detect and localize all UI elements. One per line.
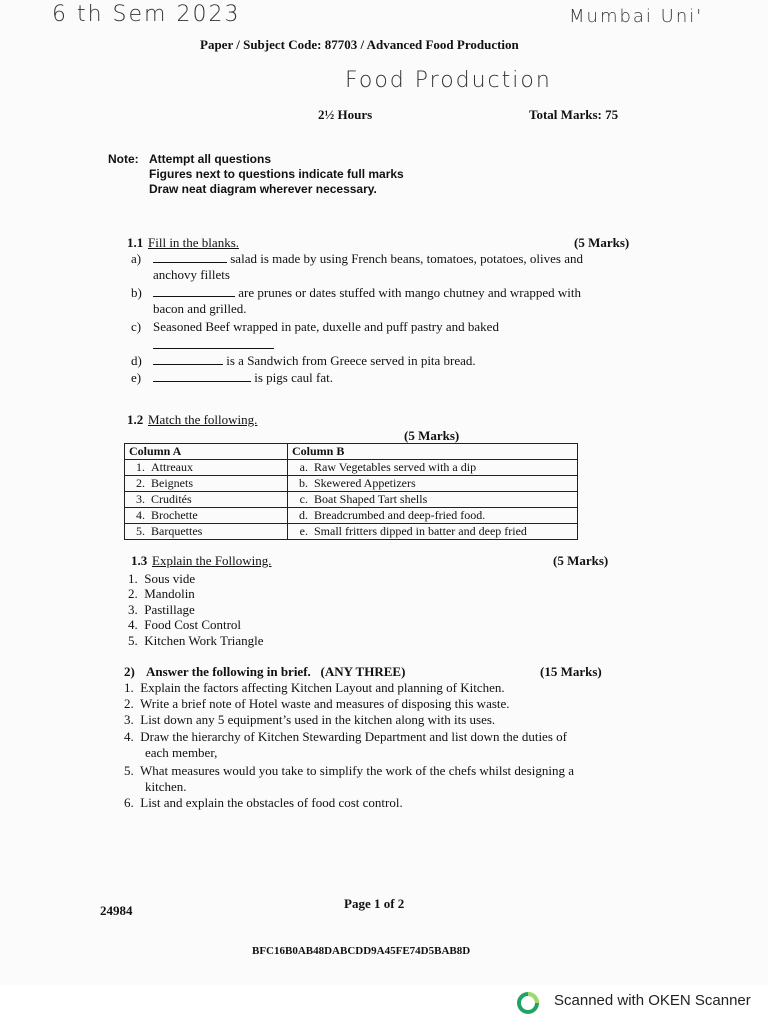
column-a-cell: 1. Attreaux [125,460,288,476]
table-header-row [125,444,578,460]
q11-item-c: Seasoned Beef wrapped in pate, duxelle and puff pastry and baked [153,319,499,334]
q12-number: 1.2 [127,412,144,427]
table-row [125,476,578,492]
note-line: Draw neat diagram wherever necessary. [149,182,377,196]
column-b-cell: a. Raw Vegetables served with a dip [288,460,578,476]
paper-code: Paper / Subject Code: 87703 / Advanced Food Production [200,37,519,52]
q11-number: 1.1 [127,235,144,250]
q11-marks: (5 Marks) [574,235,630,250]
scanner-label: Scanned with OKEN Scanner [554,992,751,1009]
match-table [124,443,578,540]
answer-blank [153,353,223,365]
q11-item-a: salad is made by using French beans, tomatoes, potatoes, olives and [153,251,583,267]
note-line: Attempt all questions [149,152,272,166]
q2-number: 2) [124,664,135,679]
table-row [125,492,578,508]
q11-item-e: is pigs caul fat. [153,370,333,386]
answer-blank [153,370,251,382]
column-b-cell: e. Small fritters dipped in batter and deep fried [288,524,578,540]
q11-label: a) [131,251,142,266]
q13-title: Explain the Following. [152,553,272,568]
list-item-cont: each member, [145,745,218,760]
answer-blank [153,348,274,349]
q12-title: Match the following. [148,412,258,427]
handwritten-semester: 6 th Sem 2023 [52,2,241,27]
page-number: Page 1 of 2 [344,896,405,911]
q11-item-a-cont: anchovy fillets [153,267,230,282]
column-a-cell: 4. Brochette [125,508,288,524]
list-item: 6. List and explain the obstacles of food cost control. [124,795,403,810]
q13-marks: (5 Marks) [553,553,609,568]
duration: 2½ Hours [318,107,373,122]
scanner-logo-icon [517,992,539,1014]
q13-number: 1.3 [131,553,148,568]
list-item: 4. Food Cost Control [128,617,242,632]
column-a-cell: 3. Crudités [125,492,288,508]
answer-blank [153,251,227,263]
note-line: Figures next to questions indicate full marks [149,167,404,181]
q11-label: c) [131,319,142,334]
q11-item-b: are prunes or dates stuffed with mango chutney and wrapped with [153,285,581,301]
list-item: 2. Write a brief note of Hotel waste and measures of disposing this waste. [124,696,510,711]
column-a-cell: 2. Beignets [125,476,288,492]
handwritten-subject: Food Production [345,68,552,93]
q12-marks: (5 Marks) [404,428,460,443]
q11-label: d) [131,353,142,368]
column-b-cell: c. Boat Shaped Tart shells [288,492,578,508]
q2-title: Answer the following in brief. (ANY THREE) [146,664,406,679]
document-hash: BFC16B0AB48DABCDD9A45FE74D5BAB8D [252,945,471,957]
list-item: 1. Sous vide [128,571,196,586]
handwritten-university: Mumbai Uni' [569,6,704,27]
column-a-cell: 5. Barquettes [125,524,288,540]
table-row [125,460,578,476]
q11-item-d: is a Sandwich from Greece served in pita bread. [153,353,476,369]
list-item: 2. Mandolin [128,586,195,601]
list-item: 5. Kitchen Work Triangle [128,633,264,648]
table-row [125,508,578,524]
q11-label: e) [131,370,142,385]
total-marks: Total Marks: 75 [529,107,619,122]
list-item: 5. What measures would you take to simplify the work of the chefs whilst designing a [124,763,574,778]
q11-label: b) [131,285,142,300]
answer-blank [153,285,235,297]
list-item: 4. Draw the hierarchy of Kitchen Stewarding Department and list down the duties of [124,729,567,744]
note-label: Note: [108,152,139,166]
list-item-cont: kitchen. [145,779,187,794]
q2-marks: (15 Marks) [540,664,602,679]
paper-code-footer: 24984 [100,903,133,918]
q11-item-b-cont: bacon and grilled. [153,301,247,316]
column-b-cell: b. Skewered Appetizers [288,476,578,492]
list-item: 3. List down any 5 equipment’s used in the kitchen along with its uses. [124,712,496,727]
column-b-cell: d. Breadcrumbed and deep-fried food. [288,508,578,524]
table-row [125,524,578,540]
column-a-header: Column A [125,444,288,460]
list-item: 3. Pastillage [128,602,195,617]
column-b-header: Column B [288,444,578,460]
q11-title: Fill in the blanks. [148,235,239,250]
list-item: 1. Explain the factors affecting Kitchen Layout and planning of Kitchen. [124,680,505,695]
